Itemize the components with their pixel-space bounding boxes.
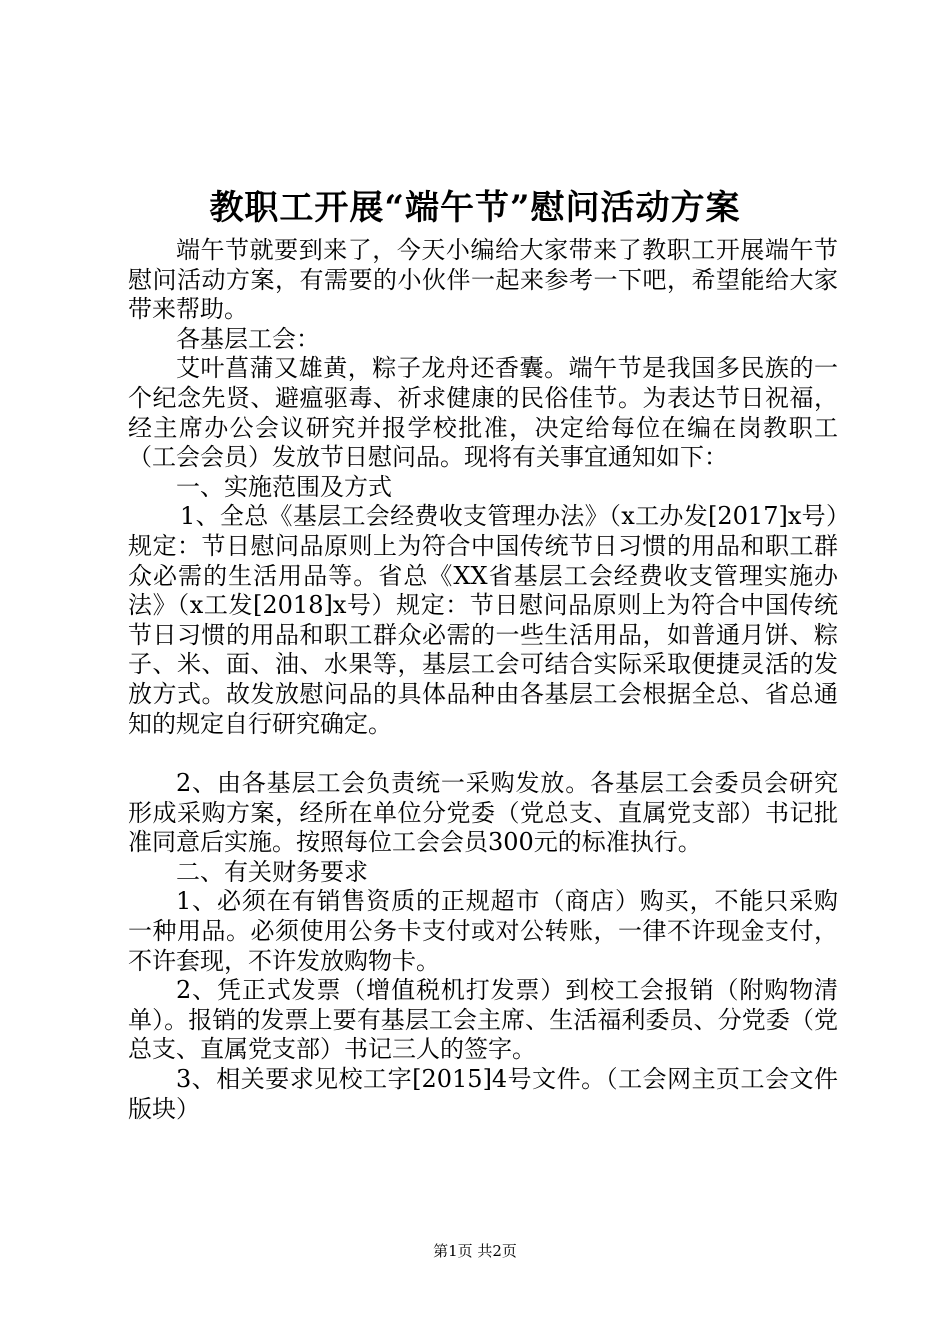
salutation: 各基层工会：	[176, 324, 320, 353]
document-body	[128, 236, 838, 1124]
section-1-item-1: 1、全总《基层工会经费收支管理办法》（x工办发[2017]x号）规定：节日慰问品原则上为符合中国传统节日习惯的用品和职工群众必需的生活用品等。省总《XX省基层工会经费收支管理实施办法》（x工发[2018]x号）规定：节日慰问品原则上为符合中国传统节日习惯的用品和职工群众必需的一些生活用品，如普通月饼、粽子、米、面、油、水果等，基层工会可结合实际采取便捷灵活的发放方式。故发放慰问品的具体品种由各基层工会根据全总、省总通知的规定自行研究确定。	[128, 502, 838, 738]
notice-paragraph: 艾叶菖蒲又雄黄，粽子龙舟还香囊。端午节是我国多民族的一个纪念先贤、避瘟驱毒、祈求健康的民俗佳节。为表达节日祝福，经主席办公会议研究并报学校批准，决定给每位在编在岗教职工（工会会员）发放节日慰问品。现将有关事宜通知如下：	[128, 354, 838, 472]
section-heading-1: 一、实施范围及方式	[176, 472, 392, 501]
paragraph-gap	[128, 739, 838, 769]
section-1-item-2: 2、由各基层工会负责统一采购发放。各基层工会委员会研究形成采购方案，经所在单位分党委（党总支、直属党支部）书记批准同意后实施。按照每位工会会员300元的标准执行。	[128, 769, 838, 857]
page-footer: 第1页 共2页	[433, 1242, 517, 1260]
intro-paragraph: 端午节就要到来了，今天小编给大家带来了教职工开展端午节慰问活动方案，有需要的小伙伴一起来参考一下吧，希望能给大家带来帮助。	[128, 236, 838, 324]
section-2-item-3: 3、相关要求见校工字[2015]4号文件。（工会网主页工会文件版块）	[128, 1065, 838, 1123]
section-heading-2: 二、有关财务要求	[176, 857, 368, 886]
section-2-item-2: 2、凭正式发票（增值税机打发票）到校工会报销（附购物清单）。报销的发票上要有基层工会主席、生活福利委员、分党委（党总支、直属党支部）书记三人的签字。	[128, 976, 838, 1064]
section-2-item-1: 1、必须在有销售资质的正规超市（商店）购买，不能只采购一种用品。必须使用公务卡支付或对公转账，一律不许现金支付，不许套现，不许发放购物卡。	[128, 887, 838, 975]
document-title: 教职工开展“端午节”慰问活动方案	[209, 188, 741, 228]
